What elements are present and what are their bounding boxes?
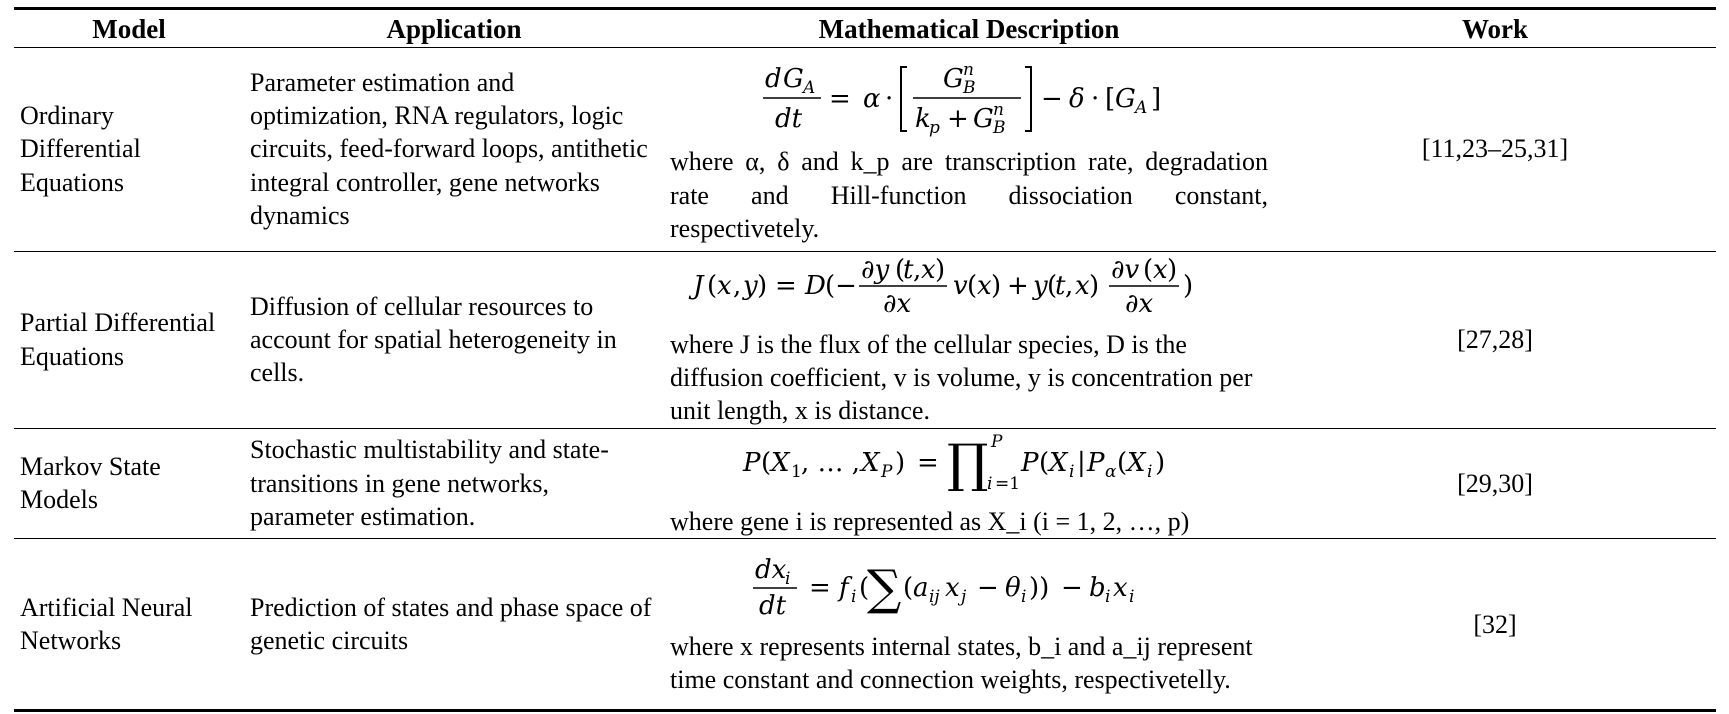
svg-text:(: ( [903, 572, 914, 603]
pde-equation [670, 252, 1268, 328]
ann-equation [670, 552, 1268, 630]
svg-text:b: b [1089, 572, 1106, 603]
math-description-cell [664, 251, 1274, 428]
svg-text:x: x [1153, 254, 1168, 285]
svg-text:,: , [1065, 270, 1074, 301]
svg-text:d: d [765, 64, 782, 95]
svg-text:v: v [953, 270, 968, 301]
svg-text:x: x [1113, 572, 1128, 603]
svg-text:−: − [977, 572, 999, 603]
svg-text:x: x [717, 270, 732, 301]
svg-text:(: ( [1117, 447, 1128, 478]
ode-equation [670, 53, 1268, 145]
svg-text:): ) [1155, 447, 1166, 478]
svg-text:=: = [775, 270, 797, 301]
svg-text:ij: ij [929, 586, 940, 607]
svg-text:n: n [993, 100, 1004, 121]
svg-text:i: i [987, 473, 993, 494]
application-cell: Parameter estimation and optimization, RNA regulators, logic circuits, feed-forward loops, antithetic integral controller, gene networks dynamics [250, 67, 648, 230]
svg-text:G: G [973, 104, 994, 135]
svg-text:): ) [935, 254, 946, 285]
svg-text:x: x [945, 572, 960, 603]
svg-text:X: X [1127, 447, 1146, 478]
svg-text:i: i [851, 586, 857, 607]
header-row [14, 9, 1716, 48]
svg-text:,: , [733, 270, 742, 301]
svg-text:]: ] [1151, 84, 1162, 115]
svg-text:i: i [785, 568, 791, 589]
table-row [14, 428, 1716, 539]
svg-text:δ: δ [1069, 84, 1085, 115]
svg-text:=: = [829, 84, 851, 115]
svg-text:=1: =1 [995, 473, 1021, 494]
svg-text:∂x: ∂x [1125, 288, 1154, 319]
svg-text:·: · [885, 84, 894, 115]
svg-text:[: [ [1105, 84, 1116, 115]
svg-text:=: = [917, 447, 939, 478]
svg-text:): ) [1183, 270, 1194, 301]
svg-text:·: · [1091, 84, 1100, 115]
svg-text:k: k [915, 104, 931, 135]
ode-equation-graphic [759, 55, 1179, 139]
svg-text:p: p [929, 118, 940, 139]
svg-text:1: 1 [791, 461, 802, 482]
svg-text:(: ( [895, 254, 906, 285]
svg-text:P: P [1021, 447, 1039, 478]
svg-text:x: x [1075, 270, 1090, 301]
svg-text:∂x: ∂x [883, 288, 912, 319]
svg-text:i: i [1021, 586, 1027, 607]
header-mathematical-description: Mathematical Description [664, 9, 1274, 48]
svg-text:)): )) [1029, 572, 1050, 603]
svg-text:∏: ∏ [947, 433, 989, 494]
ann-variable-description: where x represents internal states, b_i and a_ij represent time constant and connection weights, respectivetelly. [670, 632, 1253, 695]
work-references: [29,30] [1457, 468, 1533, 498]
svg-text:): ) [757, 270, 768, 301]
svg-text:): ) [895, 447, 906, 478]
svg-text:dt: dt [775, 104, 803, 135]
table-row [14, 251, 1716, 428]
svg-text:α: α [1105, 461, 1117, 482]
pde-equation-graphic [689, 254, 1249, 318]
model-cell: Ordinary Differential Equations [20, 101, 141, 197]
svg-text:dt: dt [759, 590, 787, 621]
svg-text:(: ( [859, 572, 870, 603]
markov-equation [670, 429, 1268, 505]
work-references: [27,28] [1457, 324, 1533, 354]
svg-text:i: i [1147, 461, 1153, 482]
svg-text:+: + [1007, 270, 1029, 301]
model-comparison-table [14, 7, 1716, 712]
svg-text:X: X [1049, 447, 1068, 478]
svg-text:y: y [743, 270, 758, 301]
header-model: Model [14, 9, 244, 48]
svg-text:a: a [913, 572, 929, 603]
application-cell: Prediction of states and phase space of genetic circuits [250, 592, 652, 656]
svg-text:A: A [1135, 98, 1148, 119]
ode-variable-description: where α, δ and k_p are transcription rate, degradation rate and Hill-function dissociation constant, respectivetely. [670, 147, 1268, 243]
svg-text:P: P [1087, 447, 1105, 478]
work-references: [32] [1473, 609, 1517, 639]
header-work: Work [1274, 9, 1716, 48]
svg-text:i: i [1069, 461, 1075, 482]
svg-text:(: ( [1143, 254, 1154, 285]
svg-text:∂v: ∂v [1111, 254, 1140, 285]
application-cell: Diffusion of cellular resources to account for spatial heterogeneity in cells. [250, 291, 617, 388]
svg-text:y: y [1033, 270, 1048, 301]
svg-text:|: | [1077, 447, 1086, 478]
header-application: Application [244, 9, 664, 48]
svg-text:G: G [1115, 84, 1136, 115]
svg-text:(: ( [707, 270, 718, 301]
svg-text:G: G [943, 64, 964, 95]
pde-variable-description: where J is the flux of the cellular species, D is the diffusion coefficient, v is volume, y is concentration per unit length, x is distance. [670, 329, 1253, 426]
application-cell: Stochastic multistability and state-transitions in gene networks, parameter estimation. [250, 435, 609, 531]
markov-equation-graphic [739, 431, 1199, 495]
model-cell: Artificial Neural Networks [20, 592, 193, 656]
svg-text:X: X [771, 447, 790, 478]
svg-text:,: , [913, 254, 922, 285]
svg-text:): ) [1167, 254, 1178, 285]
math-description-cell [664, 539, 1274, 711]
svg-text:J: J [693, 270, 704, 301]
svg-text:x: x [921, 254, 936, 285]
svg-text:t: t [1055, 270, 1066, 301]
svg-text:B: B [963, 78, 976, 99]
ann-equation-graphic [749, 554, 1189, 620]
svg-text:A: A [803, 78, 816, 99]
svg-text:+: + [947, 104, 969, 135]
svg-text:(−: (− [825, 270, 857, 301]
svg-text:X: X [861, 447, 880, 478]
svg-text:−: − [1041, 84, 1063, 115]
svg-text:(: ( [1047, 270, 1058, 301]
svg-text:α: α [863, 84, 881, 115]
svg-text:θ: θ [1005, 572, 1021, 603]
svg-text:B: B [993, 118, 1006, 139]
work-references: [11,23–25,31] [1421, 134, 1569, 164]
markov-variable-description: where gene i is represented as X_i (i = 1, 2, …, p) [670, 506, 1190, 536]
svg-text:dx: dx [755, 554, 787, 585]
svg-text:P: P [881, 461, 893, 482]
svg-text:): ) [1089, 270, 1100, 301]
svg-text:P: P [743, 447, 761, 478]
svg-text:n: n [963, 60, 974, 81]
svg-text:G: G [783, 64, 804, 95]
svg-text:∑: ∑ [867, 559, 902, 616]
svg-text:(: ( [1039, 447, 1050, 478]
svg-text:(: ( [967, 270, 978, 301]
svg-text:, … ,: , … , [801, 447, 861, 478]
svg-text:(: ( [761, 447, 772, 478]
svg-text:i: i [1129, 586, 1135, 607]
svg-text:x: x [977, 270, 992, 301]
math-description-cell [664, 47, 1274, 251]
math-description-cell [664, 428, 1274, 539]
model-cell: Partial Differential Equations [20, 308, 216, 371]
svg-text:f: f [839, 572, 849, 603]
model-cell: Markov State Models [20, 452, 161, 515]
table-row [14, 47, 1716, 251]
svg-text:P: P [991, 431, 1003, 452]
svg-text:D: D [805, 270, 826, 301]
svg-text:): ) [991, 270, 1002, 301]
table-row [14, 539, 1716, 711]
svg-text:−: − [1061, 572, 1083, 603]
svg-text:=: = [809, 572, 831, 603]
svg-text:i: i [1105, 586, 1111, 607]
svg-text:∂y: ∂y [861, 254, 890, 285]
svg-text:t: t [903, 254, 914, 285]
svg-text:j: j [961, 586, 967, 607]
